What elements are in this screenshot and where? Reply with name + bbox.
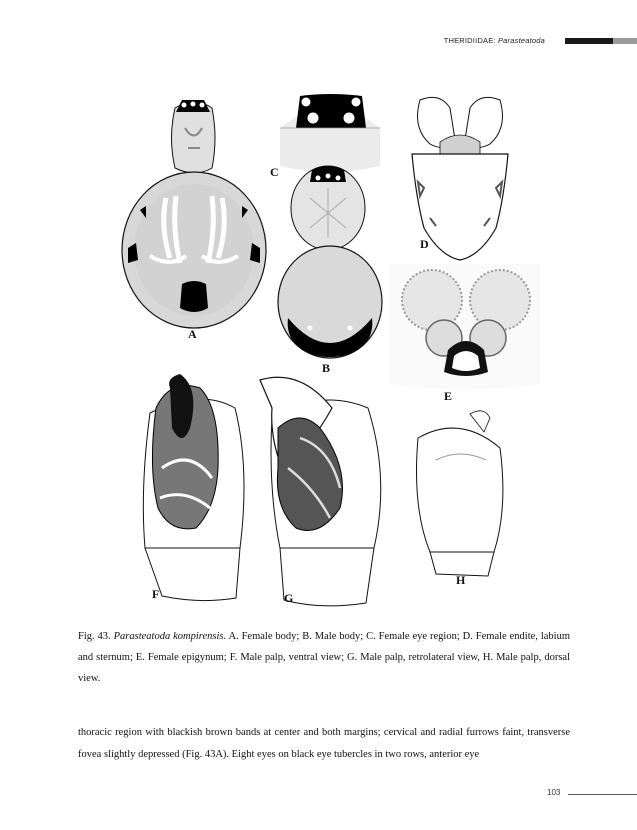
panel-label-b: B	[322, 361, 331, 375]
header-bar-gray	[613, 38, 637, 44]
header-bar-dark	[565, 38, 613, 44]
panel-label-a: A	[188, 327, 197, 341]
caption-prefix: Fig. 43.	[78, 631, 114, 642]
panel-h-palp-dorsal	[417, 411, 503, 576]
body-paragraph: thoracic region with blackish brown bands at center and both margins; cervical and radial furrows faint, transverse fovea slightly depressed (Fig. 43A). Eight eyes on black eye tubercles in two rows, anterior eye	[78, 727, 570, 760]
panel-a-female-body	[122, 100, 266, 328]
panel-label-d: D	[420, 237, 429, 251]
panel-label-f: F	[152, 587, 160, 601]
figure-plate	[100, 88, 540, 608]
header-family: THERIDIIDAE:	[443, 36, 496, 45]
running-header-text	[444, 36, 545, 45]
figure-illustrations	[100, 88, 540, 608]
panel-d-endite-sternum	[412, 97, 508, 260]
panel-e-epigynum	[390, 264, 540, 389]
figure-caption	[78, 626, 570, 689]
panel-label-e: E	[444, 389, 453, 403]
page-footer	[0, 788, 637, 802]
panel-label-c: C	[270, 165, 279, 179]
panel-b-male-body	[278, 166, 382, 358]
caption-species: Parasteatoda kompirensis	[113, 631, 224, 642]
panel-label-g: G	[284, 591, 294, 605]
page-number: 103	[547, 788, 561, 797]
running-header	[0, 34, 637, 50]
panel-c-eye-region	[280, 94, 380, 172]
footer-rule	[568, 794, 637, 795]
caption-text: . A. Female body; B. Male body; C. Female eye region; D. Female endite, labium and sternum; E. Female epigynum; F. Male palp, ventral view; G. Male palp, retrolateral view, H. Male palp, dorsal view.	[78, 631, 570, 684]
panel-f-palp-ventral	[143, 374, 244, 601]
header-genus: Parasteatoda	[497, 36, 545, 45]
panel-label-h: H	[456, 573, 466, 587]
panel-g-palp-retrolateral	[260, 377, 381, 606]
